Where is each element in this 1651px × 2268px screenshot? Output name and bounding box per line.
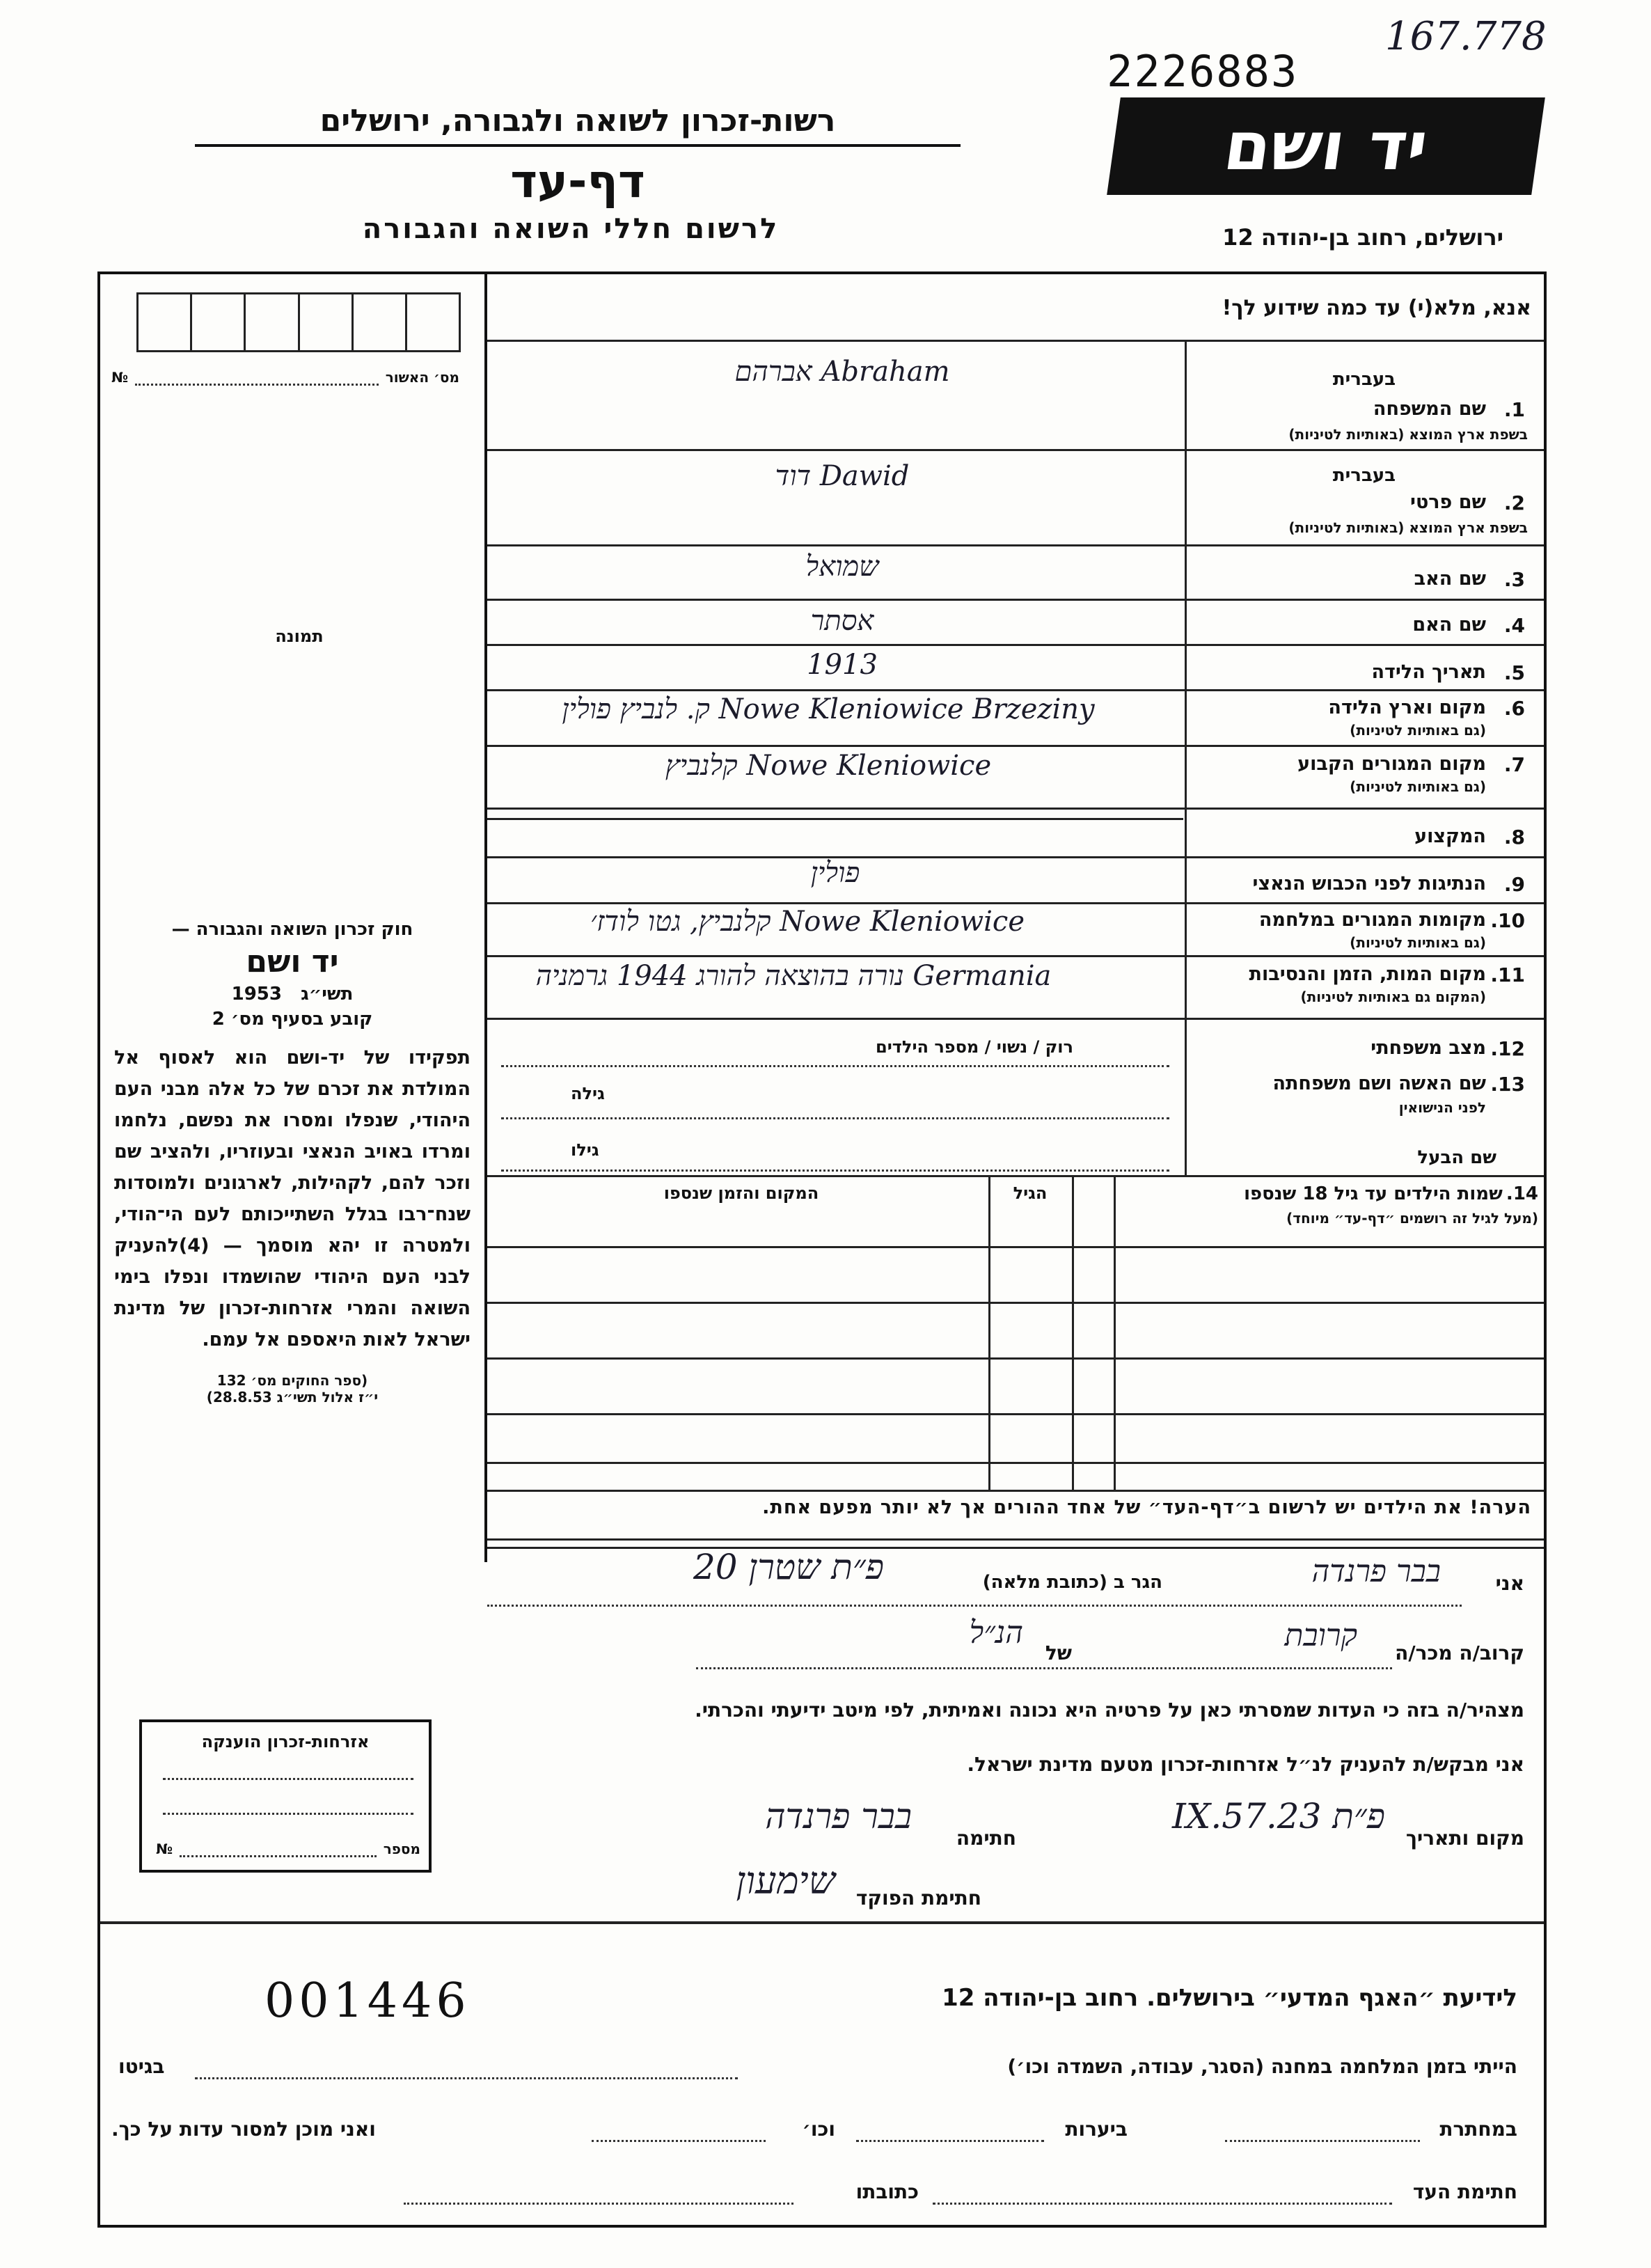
- law-body: תפקידו של יד-ושם הוא לאסוף אל המולדת את זכרם של כל אלה מבני העם היהודי, שנפלו ומסרו את נפשם, נלחמו ומרדו באויב הנאצי ובעוזריו, ולהציב שם וזכר להם, לקהילות, לארגונים ולמוסדות שנח־רבו בגלל השתייכותם לעם הי־הודי, ולמטרה זו יהא מוסמך — (4)להעניק לבני העם היהודי שהושמדו ונפלו בימי השואה והמרי אזרחות-זכרון של מדינת ישראל לאות היאספם אל עמם.: [114, 1047, 471, 1350]
- field-row-birthplace: [487, 693, 1542, 753]
- declarant-name[interactable]: בבר פרנדה: [1311, 1554, 1441, 1589]
- signature-value[interactable]: בבר פרנדה: [765, 1796, 912, 1836]
- field-value-surname[interactable]: Abraham אברהם: [734, 356, 950, 388]
- form-title: דף-עד: [510, 155, 645, 208]
- law-reference-2: י״ז אלול תשי״ג 28.8.53): [206, 1389, 379, 1405]
- children-label: שמות הילדים עד גיל 18 שנספו: [1244, 1183, 1503, 1204]
- row-rule: [487, 856, 1544, 858]
- bottom-line-1: [111, 2047, 1517, 2088]
- field-number: 12.: [1490, 1037, 1525, 1060]
- declarant-address[interactable]: פ״ת שטרן 20: [693, 1547, 884, 1587]
- children-note: הערה! את הילדים יש לרשום ב״דף-העד״ של אחד ההורים אך לא יותר מפעם אחת.: [762, 1497, 1531, 1518]
- row-rule: [487, 1018, 1544, 1020]
- bottom-underground-label: במחתרת: [1439, 2118, 1517, 2141]
- law-logo: יד ושם: [246, 944, 339, 979]
- field-sub-residence: (גם באותיות לטיניות): [1350, 778, 1486, 795]
- children-col-place: המקום והזמן שנספו: [663, 1183, 819, 1203]
- row-rule: [487, 808, 1544, 810]
- field-label-profession: המקצוע: [1414, 826, 1486, 847]
- approval-number-label: [111, 369, 459, 386]
- field-sub-birthplace: (גם באותיות לטיניות): [1350, 722, 1486, 739]
- law-reference-1: (ספר החוקים מס׳ 132: [216, 1372, 368, 1389]
- field-sub-wartime-residence: (גם באותיות לטיניות): [1350, 934, 1486, 951]
- relation-line: [487, 1615, 1524, 1671]
- children-rule: [487, 1246, 1544, 1248]
- field-number: 3.: [1503, 568, 1525, 591]
- marital-dotted-line: [501, 1065, 1169, 1067]
- bottom-line-2: [111, 2109, 1517, 2151]
- children-number: 14.: [1506, 1183, 1538, 1204]
- approval-number-boxes: [136, 292, 461, 352]
- bottom-serial: 001446: [264, 1974, 471, 2029]
- field-label-surname: שם המשפחה: [1373, 398, 1486, 420]
- approval-number-symbol: №: [111, 369, 129, 386]
- law-year-greg: 1953: [231, 984, 282, 1005]
- field-label-residence: מקום המגורים הקבוע: [1297, 753, 1486, 775]
- field-value-mother[interactable]: אסתר: [810, 605, 874, 637]
- photo-label: תמונה: [275, 627, 324, 646]
- signature-line: [487, 1796, 1524, 1859]
- request-text: אני מבקש/ת להעניק לנ״ל אזרחות-זכרון מטעם מדינת ישראל.: [967, 1753, 1524, 1776]
- place-date-value[interactable]: פ״ת 23.IX.57: [1172, 1796, 1385, 1836]
- field-label-death: מקום המות, הזמן והנסיבות: [1249, 963, 1486, 985]
- bottom-witness-sign-line[interactable]: [933, 2203, 1392, 2205]
- logo-text: יד ושם: [1219, 107, 1433, 185]
- bottom-camp-line[interactable]: [195, 2077, 738, 2079]
- declarant-dotted-line: [487, 1605, 1462, 1607]
- field-label-birthdate: תאריך הלידה: [1371, 661, 1486, 683]
- children-col-age: הגיל: [1013, 1183, 1048, 1203]
- children-col-divider-2: [1072, 1175, 1074, 1492]
- declarant-i-label: אני: [1495, 1572, 1524, 1595]
- form-subtitle: לרשום חללי השואה והגבורה: [362, 213, 780, 245]
- bottom-address-line[interactable]: [404, 2203, 793, 2205]
- intro-text: אנא, מלא(י) עד כמה שידוע לך!: [1222, 296, 1531, 320]
- bottom-camp-label: הייתי בזמן המלחמה במחנה (הסגר, עבודה, השמדה וכו׳): [1007, 2055, 1517, 2078]
- row-rule: [487, 599, 1544, 601]
- row-rule: [487, 902, 1544, 904]
- officer-line: [487, 1859, 1524, 1921]
- marital-options[interactable]: רוק / נשוי / מספר הילדים: [876, 1037, 1073, 1057]
- field-number: 10.: [1490, 909, 1525, 932]
- bottom-forests-label: ביערות: [1065, 2118, 1128, 2141]
- approval-number-line[interactable]: [135, 384, 379, 386]
- field-number: 2.: [1503, 491, 1525, 514]
- bottom-section-rule: [100, 1921, 1544, 1924]
- approval-number-text: מס׳ האשור: [385, 369, 459, 386]
- bottom-witness-sign-label: חתימת העד: [1412, 2180, 1517, 2203]
- note-rule: [487, 1538, 1544, 1541]
- row-rule: [487, 544, 1544, 546]
- field-sub-firstname: בשפת ארץ המוצא (באותיות לטיניות): [1288, 519, 1528, 536]
- relation-value[interactable]: קרובת: [1284, 1618, 1357, 1653]
- stamp-number: 2226883: [1107, 46, 1299, 97]
- bottom-underground-line[interactable]: [1225, 2140, 1420, 2142]
- field-row-death: [487, 959, 1542, 1019]
- field-value-firstname[interactable]: Dawid דוד: [775, 460, 910, 492]
- relation-dotted-line: [696, 1667, 1392, 1669]
- field-label-marital: מצב משפחתי: [1370, 1037, 1486, 1059]
- field-number: 13.: [1490, 1073, 1525, 1096]
- handwritten-reference: 167.778: [1385, 14, 1547, 59]
- citizenship-box-line: [163, 1813, 413, 1815]
- citizenship-box-title: אזרחות-זכרון הוענקה: [201, 1732, 370, 1751]
- of-value[interactable]: הנ״ל: [969, 1615, 1023, 1651]
- bottom-forests-line[interactable]: [856, 2140, 1044, 2142]
- children-header: [1121, 1183, 1538, 1227]
- row-rule: [487, 689, 1544, 691]
- row-rule: [487, 955, 1544, 957]
- signature-label: חתימה: [956, 1827, 1016, 1850]
- field-row-residence: [487, 749, 1542, 809]
- bottom-etc-label: וכו׳: [802, 2118, 835, 2141]
- field-value-birthplace[interactable]: Nowe Kleniowice Brzeziny ק. לנביץ פולין: [562, 693, 1095, 725]
- field-row-father: [487, 550, 1542, 610]
- children-age-label: גילו: [571, 1140, 599, 1160]
- field-value-wartime-residence[interactable]: Nowe Kleniowice קלנביץ, גטו לודז׳: [590, 906, 1025, 938]
- field-row-surname: [487, 348, 1542, 446]
- row-rule: [487, 449, 1544, 451]
- citizenship-box-line: [163, 1778, 413, 1780]
- field-value-residence[interactable]: Nowe Kleniowice קלנביץ: [665, 750, 992, 782]
- organization-title: רשות-זכרון לשואה ולגבורה, ירושלים: [195, 103, 961, 147]
- officer-signature[interactable]: שימעון: [736, 1859, 835, 1903]
- law-year-heb: תשי״ג: [301, 984, 354, 1005]
- children-rule: [487, 1357, 1544, 1360]
- officer-label: חתימת הפוקד: [855, 1887, 981, 1909]
- field-value-father[interactable]: שמואל: [805, 551, 879, 583]
- field-label-birthplace: מקום וארץ הלידה: [1328, 697, 1486, 718]
- field-sub-death: (המקום גם באותיות לטיניות): [1300, 989, 1486, 1005]
- declaration-text: מצהיר/ה בזה כי העדות שמסרתי כאן על פרטיה היא נכונה ואמיתית, לפי מיטב ידיעתי והכרתי.: [695, 1699, 1524, 1722]
- field-number: 7.: [1503, 753, 1525, 776]
- children-rule: [487, 1462, 1544, 1464]
- field-value-citizenship[interactable]: פולין: [810, 857, 860, 889]
- children-col-divider-1: [988, 1175, 990, 1492]
- wife-dotted-line: [501, 1117, 1169, 1119]
- field-label-wife: שם האשה ושם משפחתה: [1272, 1073, 1486, 1094]
- field-number: 1.: [1503, 398, 1525, 421]
- children-rule: [487, 1413, 1544, 1415]
- citizenship-box: [139, 1719, 432, 1873]
- children-sub: (מעל לגיל זה רושמים ״דף-עד״ מיוחד): [1286, 1210, 1538, 1227]
- husband-dotted-line: [501, 1170, 1169, 1172]
- field-label-firstname: שם פרטי: [1410, 491, 1486, 513]
- row-rule: [487, 745, 1544, 747]
- of-label: של: [1045, 1641, 1072, 1664]
- field-label-wartime-residence: מקומות המגורים במלחמה: [1258, 909, 1486, 931]
- address: ירושלים, רחוב בן-יהודה 12: [1222, 224, 1503, 251]
- field-value-birthdate[interactable]: 1913: [807, 649, 878, 681]
- field-label-mother: שם האם: [1412, 614, 1486, 636]
- field-number: 4.: [1503, 614, 1525, 637]
- field-number: 6.: [1503, 697, 1525, 720]
- place-date-label: מקום ותאריך: [1405, 1827, 1524, 1850]
- in-hebrew-note: בעברית: [1332, 465, 1396, 486]
- husband-label: שם הבעל: [1417, 1147, 1496, 1168]
- declarant-resides-label: הגר ב (כתובת מלאה): [982, 1572, 1162, 1593]
- field-label-father: שם האב: [1414, 568, 1486, 590]
- children-rule: [487, 1490, 1544, 1492]
- law-heading: חוק זכרון השואה והגבורה —: [171, 919, 413, 940]
- bottom-address-label: כתובתו: [855, 2180, 919, 2203]
- field-sub-surname: בשפת ארץ המוצא (באותיות לטיניות): [1288, 426, 1528, 443]
- field-number: 11.: [1490, 963, 1525, 986]
- citizenship-number-row: [156, 1841, 420, 1857]
- note-rule: [487, 1547, 1544, 1549]
- yad-vashem-logo: [1107, 97, 1545, 195]
- declarant-line: [487, 1547, 1524, 1602]
- field-row-wife: [487, 1069, 1542, 1128]
- bottom-ready-label: ואני מוכן למסור עדות על כך.: [111, 2118, 376, 2141]
- row-rule: [487, 644, 1544, 646]
- wife-first-name-label: גילה: [571, 1084, 605, 1103]
- field-row-firstname: [487, 452, 1542, 543]
- citizenship-number-label: מספר: [383, 1841, 420, 1857]
- in-hebrew-note: בעברית: [1332, 369, 1396, 390]
- field-label-citizenship: הנתיגות לפני הכבוש הנאצי: [1252, 873, 1486, 895]
- row-rule: [487, 1175, 1544, 1177]
- field-sub-wife: לפני הנישואין: [1398, 1099, 1486, 1116]
- bottom-etc-line[interactable]: [592, 2140, 766, 2142]
- children-rule: [487, 1302, 1544, 1304]
- citizenship-number-line[interactable]: [180, 1841, 377, 1857]
- relative-label: קרוב/ה מכר/ה: [1395, 1641, 1524, 1664]
- field-number: 5.: [1503, 661, 1525, 684]
- bottom-ghetto-label: בגיטו: [118, 2055, 165, 2078]
- field-value-death[interactable]: Germania נורה בהוצאה להורג 1944 גרמניה: [535, 960, 1052, 992]
- bottom-line-3: [111, 2172, 1517, 2214]
- bottom-heading: לידיעת ״האגף המדעי״ בירושלים. רחוב בן-יהודה 12: [942, 1984, 1517, 2012]
- citizenship-number-symbol: №: [156, 1841, 173, 1857]
- intro-rule: [487, 340, 1544, 342]
- law-clause: קובע בסעיף מס׳ 2: [212, 1009, 373, 1030]
- field-number: 9.: [1503, 873, 1525, 896]
- field-number: 8.: [1503, 826, 1525, 849]
- children-col-divider-3: [1114, 1175, 1116, 1492]
